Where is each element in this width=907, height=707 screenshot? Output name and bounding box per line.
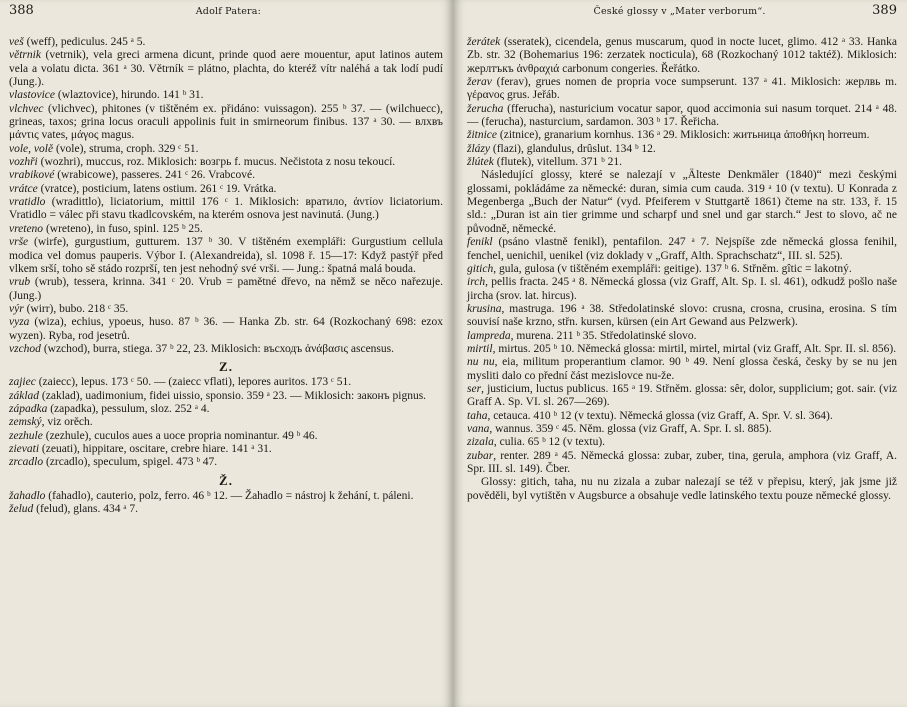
glossary-entry [467, 276, 897, 303]
entry-headword: fenikl [467, 236, 493, 249]
glossary-entry [467, 330, 897, 343]
running-head-right [467, 4, 897, 36]
entry-text: , justicium, luctus publicus. 165 ᵃ 19. Střněm. glossa: sêr, dolor, supplicium; got. sair. (viz Graff A. Sp. VI. sl. 267—269). [467, 382, 897, 409]
glossary-entry [9, 303, 443, 316]
entry-headword: žerav [467, 76, 492, 89]
entry-headword: žahadlo [9, 489, 46, 502]
entry-headword: západka [9, 402, 48, 415]
entry-text: (zrcadlo), speculum, spigel. 473 ᵇ 47. [43, 456, 218, 469]
entry-text: , mastruga. 196 ᵃ 38. Středolatinské slovo: crusna, crosna, crusina, erosina. S tím souvisí naše krzno, střn. kursen, kürsen (ein Art Gewand aus Pelzwerk). [467, 302, 897, 329]
entry-text: (weff), pediculus. 245 ᵃ 5. [23, 36, 146, 48]
entry-headword: zievati [9, 442, 40, 455]
page-number-left: 388 [9, 3, 34, 18]
entry-headword: krusina [467, 302, 502, 315]
glossary-entry [9, 223, 443, 236]
entry-text: (wozhri), muccus, roz. Miklosich: возгрь f. mucus. Nečistota z nosu tekoucí. [37, 156, 396, 169]
entry-text: (zeuati), hippitare, oscitare, crebre hiare. 141 ᵃ 31. [39, 442, 272, 455]
entry-headword: vlchvec [9, 102, 44, 115]
glossary-entry [467, 169, 897, 236]
entry-text: (ferav), grues nomen de propria voce sumpserunt. 137 ᵃ 41. Miklosich: жерлвь m. γέρανος grus. Jeřáb. [467, 76, 897, 102]
glossary-entry [9, 443, 443, 456]
glossary-entry [467, 263, 897, 276]
entry-text: , mirtus. 205 ᵇ 10. Německá glossa: mirtil, mirtel, mirtal (viz Graff, Alt. Spr. II. sl. 856). [492, 342, 897, 355]
entry-headword: vratidlo [9, 196, 46, 209]
entry-headword: vrše [9, 236, 29, 249]
entry-headword: žitnice [467, 129, 498, 142]
entry-headword: větrnik [9, 49, 41, 62]
entry-headword: vyza [9, 316, 30, 329]
entry-headword: nu nu [467, 356, 495, 369]
glossary-entry [9, 103, 443, 143]
glossary-entry [9, 316, 443, 343]
entry-headword: vzchod [9, 342, 41, 355]
entries-left [9, 36, 443, 516]
entry-headword: mirtil [467, 342, 493, 355]
entry-headword: želud [9, 503, 34, 515]
glossary-entry [9, 403, 443, 416]
entry-text: , cetauca. 410 ᵇ 12 (v textu). Německá glossa (viz Graff, A. Spr. V. sl. 364). [487, 409, 833, 422]
entry-headword: žerucha [467, 102, 504, 115]
running-title-left: Adolf Patera: [195, 6, 262, 17]
section-heading-zh: Ž. [219, 472, 233, 488]
entry-text: , wannus. 359 ᶜ 45. Něm. glossa (viz Graff, A. Spr. I. sl. 885). [489, 422, 772, 435]
running-title-right: České glossy v „Mater verborum“. [593, 6, 766, 17]
entry-text: (vlichvec), phitones (v tištěném ex. přidáno: vuissagon). 255 ᵇ 37. — (wilchuecc), grineas, taxos; grina locus oraculi appolinis fuit in smirneorum finibus. 137 ᵃ 30. — влхвъ μάντις vates, μάγος magus. [9, 102, 443, 142]
glossary-entry [9, 143, 443, 156]
glossary-entry [467, 303, 897, 330]
glossary-entry [9, 343, 443, 356]
running-head-left [9, 4, 443, 36]
glossary-entry [467, 76, 897, 103]
entry-headword: zubar [467, 449, 494, 462]
glossary-entry [9, 236, 443, 276]
entry-text: (zapadka), pessulum, sloz. 252 ᵃ 4. [47, 402, 210, 415]
entry-headword: vozhři [9, 156, 38, 169]
entry-headword: lampreda [467, 329, 511, 342]
glossary-entry [9, 49, 443, 89]
glossary-entry [467, 36, 897, 76]
entry-text: (zezhule), cuculos aues a uoce propria nominantur. 49 ᵇ 46. [42, 429, 318, 442]
entry-text: (felud), glans. 434 ᵃ 7. [33, 503, 138, 515]
glossary-entry [467, 103, 897, 130]
entry-text: (psáno vlastně fenikl), pentafilon. 247 ᵃ 7. Nejspíše zde německá glossa fenihil, fenchel, uenichil, uenikel (viz doklady v „Graff, Alth. Sprachschatz“, III. sl. 525). [467, 236, 897, 262]
entry-headword: vrabikové [9, 169, 55, 182]
glossary-entry [9, 183, 443, 196]
entry-text: (fferucha), nasturicium vocatur sapor, quod accimonia sui nasum torquet. 214 ᵃ 48. — (ferucha), nasturcium, sardamon. 303 ᵇ 17. Řeřicha. [467, 102, 897, 129]
left-page [0, 0, 453, 707]
entry-headword: vole, volě [9, 142, 54, 155]
entry-headword: vlastovice [9, 89, 55, 102]
entry-text: (flutek), vitellum. 371 ᵇ 21. [493, 156, 622, 169]
entry-headword: taha [467, 409, 488, 422]
entry-headword: vana [467, 422, 490, 435]
glossary-entry [9, 503, 443, 516]
glossary-entry [467, 410, 897, 423]
glossary-entry [467, 129, 897, 142]
entry-text: , renter. 289 ᵃ 45. Německá glossa: zubar, zuber, tina, gerula, amphora (viz Graff, A. Spr. III. sl. 149). Čber. [467, 449, 897, 475]
entry-headword: zrcadlo [9, 456, 44, 469]
entry-headword: žlútek [467, 156, 494, 169]
entry-headword: žlázy [467, 142, 490, 155]
entry-text: , eia, militum properantium clamor. 90 ᵇ 49. Není glossa česká, česky by se nu jen mysliti dalo co přední část mezislovce nu-že. [467, 356, 898, 382]
entry-text: (wrabicowe), passeres. 241 ᶜ 26. Vrabcové. [54, 169, 256, 182]
glossary-entry [9, 276, 443, 303]
entries-right [467, 36, 897, 503]
entry-text: (fahadlo), cauterio, polz, ferro. 46 ᵇ 12. — Žahadlo = nástroj k žehání, t. páleni. [45, 489, 414, 502]
glossary-entry [9, 196, 443, 223]
glossary-entry [9, 89, 443, 102]
entry-headword: veš [9, 36, 24, 48]
entry-text: (wirr), bubo. 218 ᶜ 35. [23, 302, 129, 315]
glossary-entry [467, 156, 897, 169]
glossary-entry [467, 436, 897, 449]
entry-text: (wirfe), gurgustium, gutturem. 137 ᵇ 30. V tištěném exempláři: Gurgustium cellula modica vel domus pauperis. Výbor I. (Alexandreida), sl. 1098 ř. 15—17: Když pastýř před vlkem srší, toho sě stádo rozprší, ten jest nehodný své vrši. — Jung.: špatná malá bouda. [9, 236, 443, 275]
glossary-entry [9, 376, 443, 389]
glossary-entry [467, 450, 897, 477]
glossary-entry [9, 430, 443, 443]
entry-text: (wrub), tessera, krinna. 341 ᶜ 20. Vrub = pamětné dřevo, na němž se něco nařezuje. (Jung.) [9, 276, 443, 302]
entry-headword: žerátek [467, 36, 501, 48]
glossary-entry [467, 143, 897, 156]
entry-text: (zaklad), uadimonium, fidei uissio, sponsio. 359 ᵃ 23. — Miklosich: законъ pignus. [39, 389, 427, 402]
glossary-entry [467, 236, 897, 263]
entry-text: , culia. 65 ᵇ 12 (v textu). [493, 436, 606, 449]
entry-headword: vreteno [9, 222, 44, 235]
entry-text: (wradittlo), liciatorium, mittil 176 ᶜ 1. Miklosich: вратило, ἀντίον liciatorium. Vratidlo = válec při stavu tkadlcovském, na kterém osnova jest navinutá. (Jung.) [9, 196, 443, 222]
entry-headword: výr [9, 302, 24, 315]
section-heading-z: Z. [219, 359, 233, 375]
glossary-entry [9, 490, 443, 503]
glossary-entry [9, 390, 443, 403]
entry-text: (vole), struma, croph. 329 ᶜ 51. [53, 142, 199, 155]
entry-text: (flazi), glandulus, drûslut. 134 ᵇ 12. [490, 142, 656, 155]
entry-headword: ser [467, 382, 482, 395]
glossary-entry [467, 356, 897, 383]
glossary-entry [467, 383, 897, 410]
entry-text: , gula, gulosa (v tištěném exempláři: geitige). 137 ᵇ 6. Střněm. gîtic = lakotný. [493, 262, 852, 275]
entry-headword: irch [467, 276, 486, 289]
entry-headword: gitich [467, 262, 494, 275]
entry-text: (wlaztovice), hirundo. 141 ᵇ 31. [54, 89, 204, 102]
entry-headword: zemský [9, 416, 42, 429]
entry-headword: vrátce [9, 182, 38, 195]
entry-text: , murena. 211 ᵇ 35. Středolatinské slovo. [510, 329, 697, 342]
glossary-entry [9, 416, 443, 429]
glossary-entry [9, 456, 443, 469]
entry-text: Následující glossy, které se nalezají v „Älteste Denkmäler (1840)“ mezi českými glossami, pokládáme za německé: duran, simia cum cauda. 319 ᵃ 10 (v textu). U Konrada z Megenberga „Buch der Natur“ (vyd. Pfeiferem v Stuttgartě 1861) čteme na str. 133, ř. 15 sld.: „Duran ist ain tier grimme und scharpf und snel und gar starch.“ Jest to slovo, ač ne původně, německé. [467, 169, 897, 235]
glossary-entry [9, 169, 443, 182]
entry-text: (vetrnik), vela greci armena dicunt, prinde quod aere mouentur, aput latinos autem vela a volatu dicta. 361 ᵃ 30. Větrník = plátno, plachta, do kteréž vítr naléhá a tak lodí pudí (Jung.). [9, 49, 443, 89]
glossary-entry [9, 156, 443, 169]
entry-text: (zaiecc), lepus. 173 ᶜ 50. — (zaiecc vflati), lepores auritos. 173 ᶜ 51. [35, 376, 352, 389]
entry-headword: zajiec [9, 376, 36, 389]
entry-text: , pellis fracta. 245 ᵃ 8. Německá glossa (viz Graff, Alt. Sp. I. sl. 461), odkudž pošlo naše jircha (srov. lat. hircus). [467, 276, 897, 302]
entry-text: (wzchod), burra, stiega. 37 ᵇ 22, 23. Miklosich: въсходъ ἀνάβασις ascensus. [40, 342, 395, 355]
entry-text: (sseratek), cicendela, genus muscarum, quod in nocte lucet, glimo. 412 ᵃ 33. Hanka Zb. str. 32 (Bohemarius 196: zerzatek nocticula), 68 (Rozkochaný 1012 taktéž). Miklosich: жерлтъкъ ἀνθραχιά carbonum congeries. Řeřátko. [467, 36, 897, 75]
entry-headword: základ [9, 389, 40, 402]
entry-headword: zizala [467, 436, 494, 449]
entry-text: Glossy: gitich, taha, nu nu zizala a zubar nalezají se též v přepisu, který, jak jsme již pověděli, byl vytištěn v Augsburce a obsahuje vedle latinského textu pouze německé glossy. [467, 476, 897, 502]
entry-text: (vratce), posticium, latens ostium. 261 ᶜ 19. Vrátka. [37, 182, 277, 195]
entry-text: (wreteno), in fuso, spinl. 125 ᵇ 25. [43, 222, 203, 235]
entry-text: , viz orěch. [41, 416, 93, 429]
glossary-entry [467, 343, 897, 356]
right-page [453, 0, 907, 707]
entry-text: (zitnice), granarium kornhus. 136 ᵃ 29. Miklosich: житьница ἀποθήκη horreum. [497, 129, 870, 142]
page-number-right: 389 [872, 3, 897, 18]
entry-headword: vrub [9, 276, 31, 289]
glossary-entry [467, 476, 897, 503]
entry-headword: zezhule [9, 429, 43, 442]
glossary-entry [9, 36, 443, 49]
glossary-entry [467, 423, 897, 436]
entry-text: (wiza), echius, ypoeus, huso. 87 ᵇ 36. — Hanka Zb. str. 64 (Rozkochaný 698: ezox wyzen). Ryba, rod jesetrů. [9, 316, 443, 342]
